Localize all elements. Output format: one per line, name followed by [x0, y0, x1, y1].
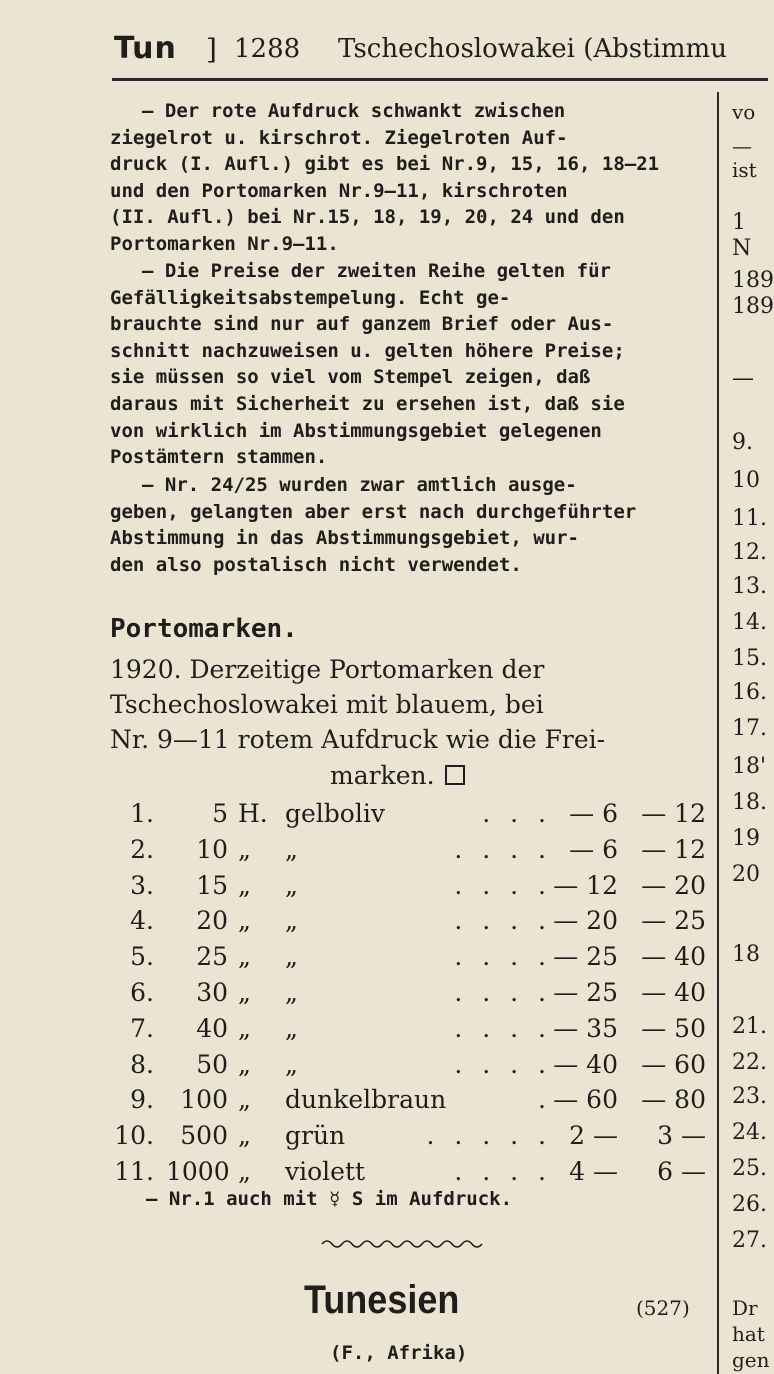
price-used: — 40	[641, 942, 706, 972]
note-line: Portomarken Nr.9—11.	[110, 232, 339, 255]
catalog-number: 7.	[130, 1013, 154, 1043]
price-used: — 12	[641, 799, 706, 828]
running-title: Tschechoslowakei (Abstimmu	[338, 34, 727, 64]
stamp-row	[112, 868, 706, 904]
right-column-fragment: gen	[732, 1348, 770, 1372]
price-used: — 80	[641, 1085, 706, 1115]
currency-unit: „	[238, 834, 251, 864]
right-column-fragment: 189	[732, 268, 774, 293]
catalog-number: 4.	[130, 906, 154, 936]
stamp-row	[112, 939, 706, 975]
price-unused: 2 —	[569, 1121, 618, 1151]
right-column-fragment: —	[732, 134, 752, 158]
right-column-fragment: 14.	[732, 610, 767, 635]
face-value: 50	[196, 1049, 228, 1079]
note-line: Abstimmung in das Abstimmungsgebiet, wur-	[110, 527, 579, 550]
face-value: 20	[196, 906, 228, 936]
right-column-fragment: 20	[732, 862, 760, 887]
catalog-number: 5.	[130, 942, 154, 972]
note-line: daraus mit Sicherheit zu ersehen ist, daß sie	[110, 392, 625, 415]
right-column-fragment: N	[732, 236, 752, 261]
leader-dots: . . .	[482, 799, 552, 828]
leader-dots: . . . .	[454, 1049, 552, 1079]
color-description: „	[285, 1049, 298, 1079]
catalog-number: 9.	[130, 1085, 154, 1115]
price-unused: — 25	[553, 942, 618, 972]
color-description: gelboliv	[285, 799, 385, 828]
price-unused: — 40	[553, 1049, 618, 1079]
right-column-fragment: Dr	[732, 1296, 758, 1320]
right-column-fragment: 21.	[732, 1014, 767, 1039]
country-number: (527)	[636, 1296, 690, 1320]
stamp-row	[112, 1047, 706, 1083]
catalog-number: 1.	[130, 799, 154, 828]
price-unused: — 6	[569, 834, 618, 864]
note-line: von wirklich im Abstimmungsgebiet gelegenen	[110, 419, 602, 442]
price-unused: — 35	[553, 1013, 618, 1043]
color-description: violett	[285, 1157, 366, 1186]
face-value: 5	[212, 799, 228, 828]
right-column-fragment: 18.	[732, 790, 767, 815]
note-line: schnitt nachzuweisen u. gelten höhere Preise;	[110, 339, 625, 362]
stamp-row	[112, 796, 706, 832]
face-value: 40	[196, 1013, 228, 1043]
right-column-fragment: 23.	[732, 1084, 767, 1109]
currency-unit: „	[238, 942, 251, 972]
currency-unit: „	[238, 906, 251, 936]
stamp-row	[112, 1082, 706, 1118]
issue-intro-text: marken.	[330, 761, 435, 790]
issue-intro-line: Nr. 9—11 rotem Aufdruck wie die Frei-	[110, 725, 606, 754]
stamp-row	[112, 1011, 706, 1047]
face-value: 30	[196, 978, 228, 1007]
color-description: „	[285, 906, 298, 936]
stamp-row	[112, 1118, 706, 1154]
currency-unit: „	[238, 870, 251, 900]
stamp-row	[112, 975, 706, 1011]
ornament-wave-divider	[322, 1238, 484, 1250]
stamp-row	[112, 832, 706, 868]
right-column-fragment: 18	[732, 942, 760, 967]
right-column-fragment: 17.	[732, 716, 767, 741]
page-number: 1288	[234, 34, 301, 64]
issue-intro-line: Tschechoslowakei mit blauem, bei	[110, 690, 544, 719]
leader-dots: . . . .	[454, 906, 552, 936]
right-column-fragment: 189	[732, 294, 774, 319]
note-overprint-color	[110, 98, 706, 258]
right-column-fragment: 26.	[732, 1192, 767, 1217]
note-prices	[110, 258, 706, 471]
price-used: 3 —	[657, 1121, 706, 1151]
right-column-fragment: —	[732, 366, 754, 391]
right-column-fragment: 13.	[732, 574, 767, 599]
color-description: „	[285, 834, 298, 864]
note-line: — Nr. 24/25 wurden zwar amtlich ausge-	[142, 474, 577, 496]
right-column-fragment: 24.	[732, 1120, 767, 1145]
color-description: „	[285, 978, 298, 1007]
right-column-fragment: 9.	[732, 430, 753, 455]
leader-dots: . . . .	[454, 978, 552, 1007]
issue-intro-line: 1920. Derzeitige Portomarken der	[110, 655, 545, 684]
currency-unit: „	[238, 1013, 251, 1043]
right-column-fragment: 18'	[732, 754, 767, 779]
currency-unit: „	[238, 978, 251, 1007]
price-unused: — 12	[553, 870, 618, 900]
face-value: 100	[180, 1085, 228, 1115]
catalog-number: 8.	[130, 1049, 154, 1079]
right-column-fragment: ist	[732, 158, 757, 182]
color-description: grün	[285, 1121, 346, 1151]
currency-unit: „	[238, 1121, 251, 1151]
currency-unit: „	[238, 1049, 251, 1079]
right-column-fragment: 25.	[732, 1156, 767, 1181]
right-column-fragment: 15.	[732, 646, 767, 671]
note-line: — Der rote Aufdruck schwankt zwischen	[142, 100, 566, 122]
right-column-fragment: 11.	[732, 506, 767, 531]
right-column-fragment: 10	[732, 468, 760, 493]
currency-unit: „	[238, 1085, 251, 1115]
face-value: 25	[196, 942, 228, 972]
face-value: 500	[180, 1121, 228, 1151]
country-region: (F., Afrika)	[330, 1342, 468, 1364]
catalog-number: 11.	[114, 1157, 154, 1186]
price-used: — 40	[641, 978, 706, 1007]
header-bracket: ]	[206, 33, 217, 66]
face-value: 1000	[166, 1157, 230, 1186]
header-section-label: Tun	[114, 31, 177, 66]
section-heading-portomarken: Portomarken.	[110, 614, 298, 644]
leader-dots: . . . .	[454, 870, 552, 900]
leader-dots: . . . . .	[426, 1121, 552, 1151]
catalog-number: 3.	[130, 870, 154, 900]
country-heading-tunesien: Tunesien	[304, 1278, 460, 1322]
note-line: sie müssen so viel vom Stempel zeigen, daß	[110, 366, 591, 389]
price-used: — 20	[641, 870, 706, 900]
note-line: druck (I. Aufl.) gibt es bei Nr.9, 15, 16, 18—21	[110, 153, 660, 176]
leader-dots: . . . .	[454, 1013, 552, 1043]
price-used: — 60	[641, 1049, 706, 1079]
price-unused: — 6	[569, 799, 618, 828]
color-description: „	[285, 942, 298, 972]
issue-intro-line-last	[330, 758, 465, 793]
column-divider	[717, 92, 719, 1374]
footnote: — Nr.1 auch mit ☿ S im Aufdruck.	[146, 1188, 513, 1210]
header-rule	[112, 78, 768, 81]
note-line: ziegelrot u. kirschrot. Ziegelroten Auf-	[110, 126, 568, 149]
right-column-fragment: 27.	[732, 1228, 767, 1253]
right-column-fragment: 12.	[732, 540, 767, 565]
face-value: 10	[196, 834, 228, 864]
right-column-fragment: hat	[732, 1322, 765, 1346]
price-unused: — 20	[553, 906, 618, 936]
stamp-row	[112, 903, 706, 939]
note-nr-24-25	[110, 472, 706, 578]
leader-dots: .	[538, 1085, 552, 1115]
catalog-number: 10.	[114, 1121, 154, 1151]
price-used: — 12	[641, 834, 706, 864]
price-used: 6 —	[657, 1157, 706, 1186]
note-line: — Die Preise der zweiten Reihe gelten für	[142, 260, 611, 282]
color-description: „	[285, 870, 298, 900]
right-column-fragment: 16.	[732, 680, 767, 705]
note-line: brauchte sind nur auf ganzem Brief oder Aus-	[110, 313, 614, 336]
color-description: „	[285, 1013, 298, 1043]
note-line: geben, gelangten aber erst nach durchgeführter	[110, 500, 637, 523]
price-unused: — 60	[553, 1085, 618, 1115]
note-line: Postämtern stammen.	[110, 446, 328, 469]
right-column-fragment: 22.	[732, 1050, 767, 1075]
right-column-fragment: 19	[732, 826, 760, 851]
note-line: (II. Aufl.) bei Nr.15, 18, 19, 20, 24 und den	[110, 206, 625, 229]
leader-dots: . . . .	[454, 1157, 552, 1186]
face-value: 15	[196, 870, 228, 900]
price-unused: 4 —	[569, 1157, 618, 1186]
catalog-number: 2.	[130, 834, 154, 864]
currency-unit: „	[238, 1157, 251, 1186]
right-column-fragment: 1	[732, 210, 746, 235]
note-line: den also postalisch nicht verwendet.	[110, 553, 522, 576]
price-unused: — 25	[553, 978, 618, 1007]
price-used: — 50	[641, 1013, 706, 1043]
leader-dots: . . . .	[454, 834, 552, 864]
catalog-number: 6.	[130, 978, 154, 1007]
currency-unit: H.	[238, 799, 268, 828]
color-description: dunkelbraun	[285, 1085, 447, 1115]
leader-dots: . . . .	[454, 942, 552, 972]
note-line: und den Portomarken Nr.9—11, kirschroten	[110, 179, 568, 202]
stamp-row	[112, 1154, 706, 1190]
square-symbol-icon	[445, 765, 465, 785]
right-column-fragment: vo	[732, 100, 756, 124]
price-used: — 25	[641, 906, 706, 936]
note-line: Gefälligkeitsabstempelung. Echt ge-	[110, 286, 511, 309]
